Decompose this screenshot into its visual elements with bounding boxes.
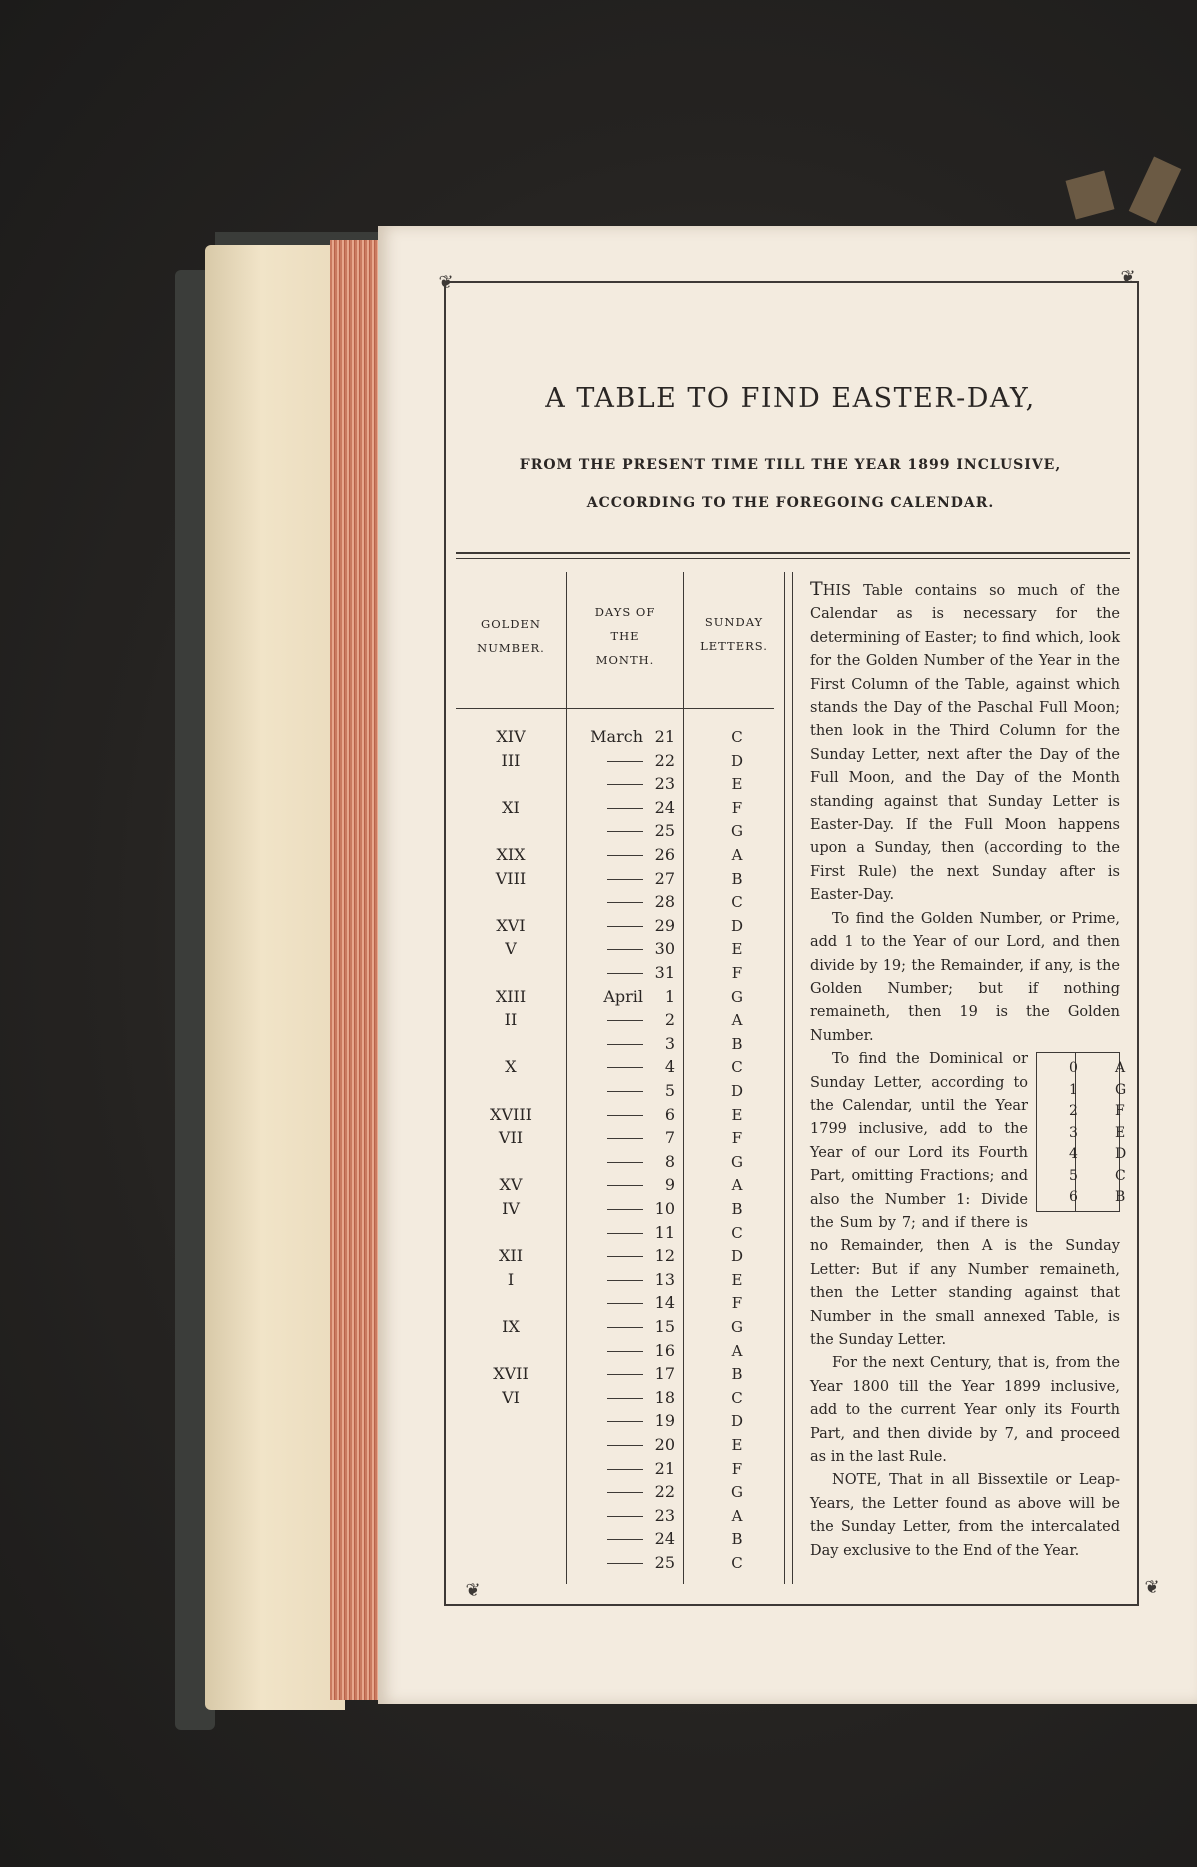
remainder-letter: E — [1115, 1124, 1126, 1141]
header-line: GOLDEN — [481, 617, 541, 631]
header-rule — [456, 552, 1130, 554]
day-of-month-cell — [575, 1386, 675, 1410]
day-number: 3 — [664, 1033, 675, 1053]
golden-number-cell — [456, 1433, 566, 1457]
day-of-month-cell — [575, 1433, 675, 1457]
day-of-month-cell — [575, 1103, 675, 1127]
sunday-letter-cell: F — [731, 964, 743, 982]
golden-number-cell — [456, 1339, 566, 1363]
day-of-month-cell — [575, 772, 675, 796]
header-line: LETTERS. — [700, 639, 768, 653]
days-of-month-header — [568, 600, 682, 672]
ditto-dash — [607, 1115, 643, 1116]
ditto-dash — [607, 784, 643, 785]
sunday-letter-mini-table — [1036, 1052, 1127, 1212]
ditto-dash — [607, 1209, 643, 1210]
day-of-month-cell — [575, 937, 675, 961]
day-number: 17 — [654, 1364, 675, 1384]
day-of-month-cell — [575, 1291, 675, 1315]
day-of-month-cell — [575, 1527, 675, 1551]
sunday-letter-cell: C — [731, 1058, 743, 1077]
day-number: 14 — [654, 1293, 675, 1313]
day-of-month-cell — [575, 819, 675, 843]
day-number: 21 — [654, 1458, 675, 1478]
day-number: 6 — [664, 1104, 675, 1124]
golden-number-cell — [456, 1551, 566, 1575]
day-of-month-cell — [575, 1551, 675, 1575]
sunday-letter-cell: D — [730, 1247, 744, 1266]
sunday-letter-cell: G — [731, 1152, 743, 1171]
header-line: THE — [610, 629, 640, 643]
golden-number-cell — [456, 772, 566, 796]
golden-number-cell — [456, 1079, 566, 1103]
corner-ornament-icon: ❦ — [1144, 1577, 1160, 1598]
day-number: 2 — [664, 1010, 675, 1030]
ditto-dash — [607, 1539, 643, 1540]
remainder-number: 0 — [1069, 1060, 1078, 1077]
day-of-month-cell — [575, 843, 675, 867]
day-number: 4 — [664, 1057, 675, 1077]
ditto-dash — [607, 1233, 643, 1234]
golden-number-cell — [456, 1150, 566, 1174]
ditto-dash — [607, 1044, 643, 1045]
day-number: 24 — [654, 797, 675, 817]
golden-number-cell — [456, 819, 566, 843]
sunday-letter-cell: C — [731, 893, 743, 912]
remainder-letter: G — [1115, 1081, 1127, 1098]
mini-table-row — [1037, 1122, 1126, 1144]
golden-number-header — [458, 612, 564, 660]
day-number: 21 — [654, 727, 675, 746]
day-of-month-cell — [575, 867, 675, 891]
day-number: 15 — [654, 1317, 675, 1336]
day-number: 30 — [654, 939, 675, 959]
golden-number-cell: XVIII — [490, 1104, 532, 1124]
ditto-dash — [607, 973, 643, 974]
ditto-dash — [607, 1492, 643, 1493]
ditto-dash — [607, 902, 643, 903]
corner-ornament-icon: ❦ — [465, 1580, 481, 1601]
remainder-letter: A — [1115, 1060, 1126, 1077]
day-number: 16 — [654, 1340, 675, 1360]
day-of-month-cell — [575, 1268, 675, 1292]
day-of-month-cell — [575, 1244, 675, 1268]
day-of-month-cell — [575, 1173, 675, 1197]
subtitle-line-2: ACCORDING TO THE FOREGOING CALENDAR. — [586, 495, 995, 511]
day-of-month-cell — [575, 1008, 675, 1032]
day-number: 13 — [654, 1269, 675, 1289]
golden-number-cell: XII — [498, 1246, 524, 1266]
day-number: 31 — [654, 963, 675, 982]
month-name: April — [603, 986, 643, 1006]
remainder-number: 3 — [1069, 1124, 1078, 1141]
ditto-dash — [607, 1516, 643, 1517]
ditto-dash — [607, 761, 643, 762]
day-of-month-cell — [575, 1126, 675, 1150]
ditto-dash — [607, 1020, 643, 1021]
golden-number-cell: XIX — [496, 845, 526, 864]
sunday-letter-cell: G — [731, 1318, 743, 1336]
explanatory-text — [810, 578, 1127, 1563]
day-number: 27 — [654, 868, 675, 888]
header-rule — [456, 558, 1130, 559]
day-number: 9 — [664, 1175, 675, 1195]
corner-ornament-icon: ❦ — [438, 272, 454, 293]
paragraph: HIS Table contains so much of the Calendar as is necessary for the determining of Easter; to find which, look for the Golden Number of the Year in the First Column of the Table, against which stands the Day of the Paschal Full Moon; then look in the Third Column for the Sunday Letter, next after the Day of the Full Moon, and the Day of the Month standing against that Sunday Letter is Easter-Day. If the Full Moon happens upon a Sunday, then (according to the First Rule) the next Sunday after is Easter-Day. — [810, 583, 1120, 904]
ditto-dash — [607, 1421, 643, 1422]
day-number: 1 — [664, 986, 675, 1006]
ditto-dash — [607, 1162, 643, 1163]
ditto-dash — [607, 1303, 643, 1304]
ditto-dash — [607, 1469, 643, 1470]
mini-table-row — [1037, 1165, 1126, 1187]
golden-number-cell: XV — [499, 1175, 523, 1195]
day-number: 22 — [654, 750, 675, 770]
sunday-letter-cell: G — [731, 822, 743, 841]
remainder-number: 2 — [1069, 1103, 1078, 1120]
golden-number-cell: I — [507, 1269, 515, 1289]
golden-number-cell: XVII — [493, 1364, 529, 1384]
day-of-month-cell — [575, 914, 675, 938]
drop-cap: T — [810, 578, 823, 600]
month-name: March — [590, 727, 643, 746]
mini-table-row — [1037, 1057, 1126, 1079]
ditto-dash — [607, 1185, 643, 1186]
golden-number-cell: VIII — [495, 868, 527, 888]
table-header-rule — [456, 708, 774, 709]
golden-number-cell: X — [505, 1057, 517, 1077]
remainder-letter: B — [1115, 1189, 1126, 1206]
golden-number-cell: XIV — [496, 727, 526, 746]
sunday-letter-cell: B — [731, 869, 743, 888]
day-number: 23 — [654, 774, 675, 794]
day-of-month-cell — [575, 1457, 675, 1481]
golden-number-cell — [456, 1032, 566, 1056]
sunday-letter-cell: E — [731, 1270, 743, 1289]
golden-number-cell: IV — [502, 1199, 520, 1218]
day-of-month-cell — [575, 1150, 675, 1174]
golden-number-cell: XIII — [495, 986, 527, 1006]
day-of-month-cell — [575, 961, 675, 985]
column-rule — [566, 572, 567, 1584]
day-of-month-cell — [575, 749, 675, 773]
header-line: DAYS OF — [594, 605, 656, 619]
mini-table-row — [1037, 1079, 1127, 1101]
day-number: 12 — [654, 1246, 675, 1266]
header-line: NUMBER. — [477, 641, 545, 655]
golden-number-cell: II — [504, 1010, 518, 1030]
paragraph: To find the Golden Number, or Prime, add 1 to the Year of our Lord, and then divide by 19; the Remainder, if any, is the Golden Number; but if nothing remaineth, then 19 is the Golden Number. — [810, 910, 1120, 1044]
remainder-letter: C — [1115, 1167, 1126, 1184]
sunday-letter-cell: D — [730, 1082, 744, 1100]
day-number: 24 — [654, 1529, 675, 1549]
mini-table-row — [1037, 1100, 1125, 1122]
mini-table-row — [1037, 1143, 1127, 1165]
ditto-dash — [607, 808, 643, 809]
day-number: 25 — [654, 1553, 675, 1572]
paragraph: For the next Century, that is, from the Year 1800 till the Year 1899 inclusive, add to the current Year only its Fourth Part, and then divide by 7, and proceed as in the last Rule. — [810, 1355, 1120, 1466]
day-number: 22 — [654, 1482, 675, 1502]
sunday-letter-cell: E — [731, 775, 743, 794]
day-number: 23 — [654, 1505, 675, 1525]
paragraph: NOTE, That in all Bissextile or Leap-Years, the Letter found as above will be the Sunday Letter, from the intercalated Day exclusive to the End of the Year. — [810, 1472, 1120, 1559]
flyleaf-page — [205, 245, 345, 1710]
day-of-month-cell — [575, 1079, 675, 1103]
column-rule — [792, 572, 793, 1584]
golden-number-cell — [456, 1527, 566, 1551]
sunday-letter-cell: C — [731, 1388, 743, 1407]
day-number: 25 — [654, 821, 675, 841]
remainder-number: 6 — [1069, 1189, 1078, 1206]
ditto-dash — [607, 1256, 643, 1257]
day-of-month-cell — [575, 1362, 675, 1386]
day-number: 28 — [654, 892, 675, 912]
remainder-letter: D — [1115, 1146, 1127, 1163]
ditto-dash — [607, 1327, 643, 1328]
golden-number-cell: VI — [502, 1387, 520, 1407]
sunday-letter-cell: B — [731, 1034, 743, 1053]
golden-number-cell — [456, 1480, 566, 1504]
sunday-letter-cell: A — [731, 1176, 743, 1195]
sunday-letter-cell: E — [731, 1105, 743, 1124]
day-number: 29 — [654, 915, 675, 935]
day-of-month-cell — [575, 890, 675, 914]
sunday-letter-cell: E — [731, 940, 743, 959]
sunday-letter-cell: A — [731, 1341, 743, 1360]
page-title: A TABLE TO FIND EASTER-DAY, — [545, 383, 1036, 414]
day-of-month-cell — [575, 725, 675, 749]
day-of-month-cell — [575, 985, 675, 1009]
day-of-month-cell — [575, 796, 675, 820]
ditto-dash — [607, 1067, 643, 1068]
sunday-letter-cell: C — [731, 728, 743, 746]
remainder-number: 1 — [1069, 1081, 1078, 1098]
sunday-letter-cell: G — [731, 987, 743, 1006]
ditto-dash — [607, 1374, 643, 1375]
sunday-letter-cell: F — [731, 1129, 743, 1148]
golden-number-cell: IX — [502, 1317, 520, 1336]
golden-number-cell: XVI — [496, 915, 526, 935]
golden-number-cell: V — [505, 939, 517, 959]
sunday-letter-cell: F — [731, 1294, 743, 1313]
day-number: 5 — [664, 1081, 675, 1100]
remainder-letter: F — [1115, 1103, 1125, 1120]
day-of-month-cell — [575, 1032, 675, 1056]
ditto-dash — [607, 1280, 643, 1281]
day-number: 26 — [654, 845, 675, 864]
day-number: 19 — [654, 1411, 675, 1431]
day-of-month-cell — [575, 1339, 675, 1363]
ditto-dash — [607, 949, 643, 950]
sunday-letter-cell: D — [730, 916, 744, 935]
remainder-number: 5 — [1069, 1167, 1078, 1184]
sunday-letter-cell: A — [731, 846, 743, 864]
day-of-month-cell — [575, 1504, 675, 1528]
sunday-letter-cell: E — [731, 1436, 743, 1454]
sunday-letter-cell: F — [731, 1459, 743, 1478]
golden-number-cell — [456, 1221, 566, 1245]
ditto-dash — [607, 1398, 643, 1399]
day-of-month-cell — [575, 1055, 675, 1079]
column-rule — [683, 572, 684, 1584]
ditto-dash — [607, 1563, 643, 1564]
golden-number-cell — [456, 1409, 566, 1433]
paragraph: To find the Dominical or Sunday Letter, according to the Calendar, until the Year 1799 inclusive, add to the Year of our Lord its Fourth Part, omitting Fractions; and also the Number 1: Divide the Sum by 7; and if there is no Remainder, then A is the Sunday Letter: But if any Number remaineth, then the Letter standing against that Number in the small annexed Table, is the Sunday Letter. — [810, 1051, 1120, 1348]
subtitle-line-1: FROM THE PRESENT TIME TILL THE YEAR 1899 INCLUSIVE, — [519, 457, 1062, 473]
ditto-dash — [607, 1138, 643, 1139]
day-of-month-cell — [575, 1315, 675, 1339]
ditto-dash — [607, 879, 643, 880]
mini-table-row — [1037, 1186, 1126, 1208]
header-line: SUNDAY — [704, 615, 764, 629]
day-number: 20 — [654, 1435, 675, 1454]
sunday-letter-cell: B — [731, 1530, 743, 1549]
day-number: 18 — [654, 1387, 675, 1407]
sunday-letter-cell: C — [731, 1554, 743, 1572]
golden-number-cell: VII — [498, 1128, 524, 1148]
golden-number-cell — [456, 890, 566, 914]
column-rule — [784, 572, 785, 1584]
golden-number-cell: III — [501, 750, 521, 770]
sunday-letter-cell: A — [731, 1011, 743, 1030]
sunday-letter-cell: A — [731, 1506, 743, 1525]
day-of-month-cell — [575, 1221, 675, 1245]
ditto-dash — [607, 926, 643, 927]
day-of-month-cell — [575, 1409, 675, 1433]
ditto-dash — [607, 831, 643, 832]
day-number: 10 — [654, 1199, 675, 1218]
day-number: 8 — [664, 1151, 675, 1171]
day-of-month-cell — [575, 1480, 675, 1504]
sunday-letter-cell: D — [730, 1412, 744, 1431]
ditto-dash — [607, 1091, 643, 1092]
ditto-dash — [607, 855, 643, 856]
header-line: MONTH. — [595, 653, 655, 667]
ditto-dash — [607, 1445, 643, 1446]
remainder-number: 4 — [1069, 1146, 1078, 1163]
golden-number-cell — [456, 1504, 566, 1528]
sunday-letters-header — [686, 610, 782, 658]
golden-number-cell — [456, 1291, 566, 1315]
ditto-dash — [607, 1351, 643, 1352]
corner-ornament-icon: ❦ — [1120, 267, 1136, 288]
sunday-letter-cell: B — [731, 1365, 743, 1384]
red-page-edges — [330, 240, 385, 1700]
sunday-letter-cell: B — [731, 1200, 743, 1218]
day-number: 11 — [654, 1222, 675, 1242]
sunday-letter-cell: G — [731, 1483, 743, 1502]
golden-number-cell — [456, 961, 566, 985]
sunday-letter-cell: F — [731, 798, 743, 817]
golden-number-cell: XI — [502, 797, 520, 817]
golden-number-cell — [456, 1457, 566, 1481]
day-number: 7 — [664, 1128, 675, 1148]
sunday-letter-cell: C — [731, 1223, 743, 1242]
day-of-month-cell — [575, 1197, 675, 1221]
sunday-letter-cell: D — [730, 751, 744, 770]
